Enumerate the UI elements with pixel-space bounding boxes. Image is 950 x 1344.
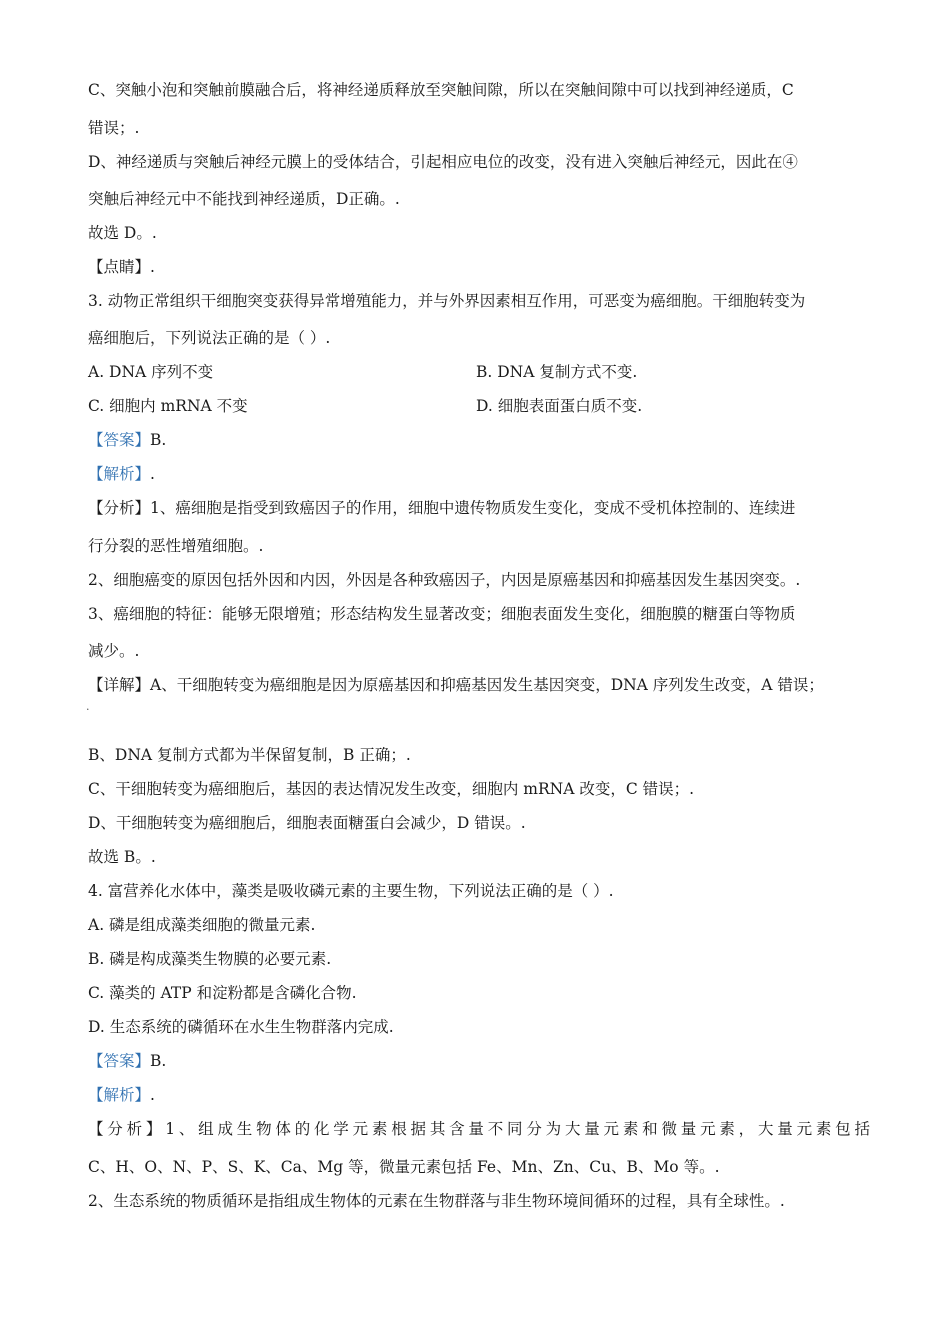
q4-option-d: D. 生态系统的磷循环在水生生物群落内完成. xyxy=(88,1018,394,1036)
text-line: 故选 B。. xyxy=(88,848,156,866)
answer-value: B. xyxy=(150,431,167,449)
text-line: 行分裂的恶性增殖细胞。. xyxy=(88,537,264,555)
question-3-stem: 3. 动物正常组织干细胞突变获得异常增殖能力，并与外界因素相互作用，可恶变为癌细胞。干细胞转变为 xyxy=(88,292,806,310)
q4-option-a: A. 磷是组成藻类细胞的微量元素. xyxy=(88,916,316,934)
answer-value: B. xyxy=(150,1052,167,1070)
text-line: C、H、O、N、P、S、K、Ca、Mg 等，微量元素包括 Fe、Mn、Zn、Cu、B、Mo 等。. xyxy=(88,1158,720,1176)
q3-option-c: C. 细胞内 mRNA 不变 xyxy=(88,397,248,415)
text-line: 3、癌细胞的特征：能够无限增殖；形态结构发生显著改变；细胞表面发生变化，细胞膜的糖蛋白等物质 xyxy=(88,605,796,623)
answer-tag: 【答案】 xyxy=(88,1052,151,1070)
analysis-tag: 【解析】 xyxy=(88,465,151,483)
question-3-stem: 癌细胞后，下列说法正确的是（ ）. xyxy=(88,329,331,347)
analysis-tag: 【解析】 xyxy=(88,1086,151,1104)
q3-option-a: A. DNA 序列不变 xyxy=(88,363,214,381)
q3-analysis-tag xyxy=(88,463,870,485)
analysis-dot: . xyxy=(150,465,155,483)
q3-answer xyxy=(88,429,870,451)
q4-analysis-tag xyxy=(88,1084,870,1106)
text-line: B、DNA 复制方式都为半保留复制，B 正确；. xyxy=(88,746,411,764)
text-line: 【分析】1、组成生物体的化学元素根据其含量不同分为大量元素和微量元素，大量元素包括 xyxy=(88,1120,870,1138)
q3-option-d: D. 细胞表面蛋白质不变. xyxy=(476,397,643,415)
q4-option-c: C. 藻类的 ATP 和淀粉都是含磷化合物. xyxy=(88,984,357,1002)
text-line: 减少。. xyxy=(88,642,140,660)
q3-option-b: B. DNA 复制方式不变. xyxy=(476,363,638,381)
stray-dot: . xyxy=(86,700,90,713)
section-tag-dianjing: 【点睛】. xyxy=(88,258,155,276)
text-line: 2、细胞癌变的原因包括外因和内因，外因是各种致癌因子，内因是原癌基因和抑癌基因发生基因突变。. xyxy=(88,571,801,589)
analysis-dot: . xyxy=(150,1086,155,1104)
text-line: C、突触小泡和突触前膜融合后，将神经递质释放至突触间隙，所以在突触间隙中可以找到神经递质，C xyxy=(88,81,794,99)
text-line: 2、生态系统的物质循环是指组成生物体的元素在生物群落与非生物环境间循环的过程，具有全球性。. xyxy=(88,1192,785,1210)
q4-answer xyxy=(88,1050,870,1072)
text-line: 【详解】A、干细胞转变为癌细胞是因为原癌基因和抑癌基因发生基因突变，DNA 序列发生改变，A 错误； xyxy=(88,676,824,694)
text-line: 错误；. xyxy=(88,119,140,137)
text-line: C、干细胞转变为癌细胞后，基因的表达情况发生改变，细胞内 mRNA 改变，C 错误；. xyxy=(88,780,695,798)
text-line: 故选 D。. xyxy=(88,224,157,242)
question-4-stem: 4. 富营养化水体中，藻类是吸收磷元素的主要生物，下列说法正确的是（ ）. xyxy=(88,882,614,900)
text-line: 【分析】1、癌细胞是指受到致癌因子的作用，细胞中遗传物质发生变化，变成不受机体控制的、连续进 xyxy=(88,499,796,517)
q4-option-b: B. 磷是构成藻类生物膜的必要元素. xyxy=(88,950,332,968)
answer-tag: 【答案】 xyxy=(88,431,151,449)
text-line: 突触后神经元中不能找到神经递质，D正确。. xyxy=(88,190,400,208)
text-line: D、干细胞转变为癌细胞后，细胞表面糖蛋白会减少，D 错误。. xyxy=(88,814,526,832)
text-line: D、神经递质与突触后神经元膜上的受体结合，引起相应电位的改变，没有进入突触后神经元，因此在④ xyxy=(88,153,798,171)
